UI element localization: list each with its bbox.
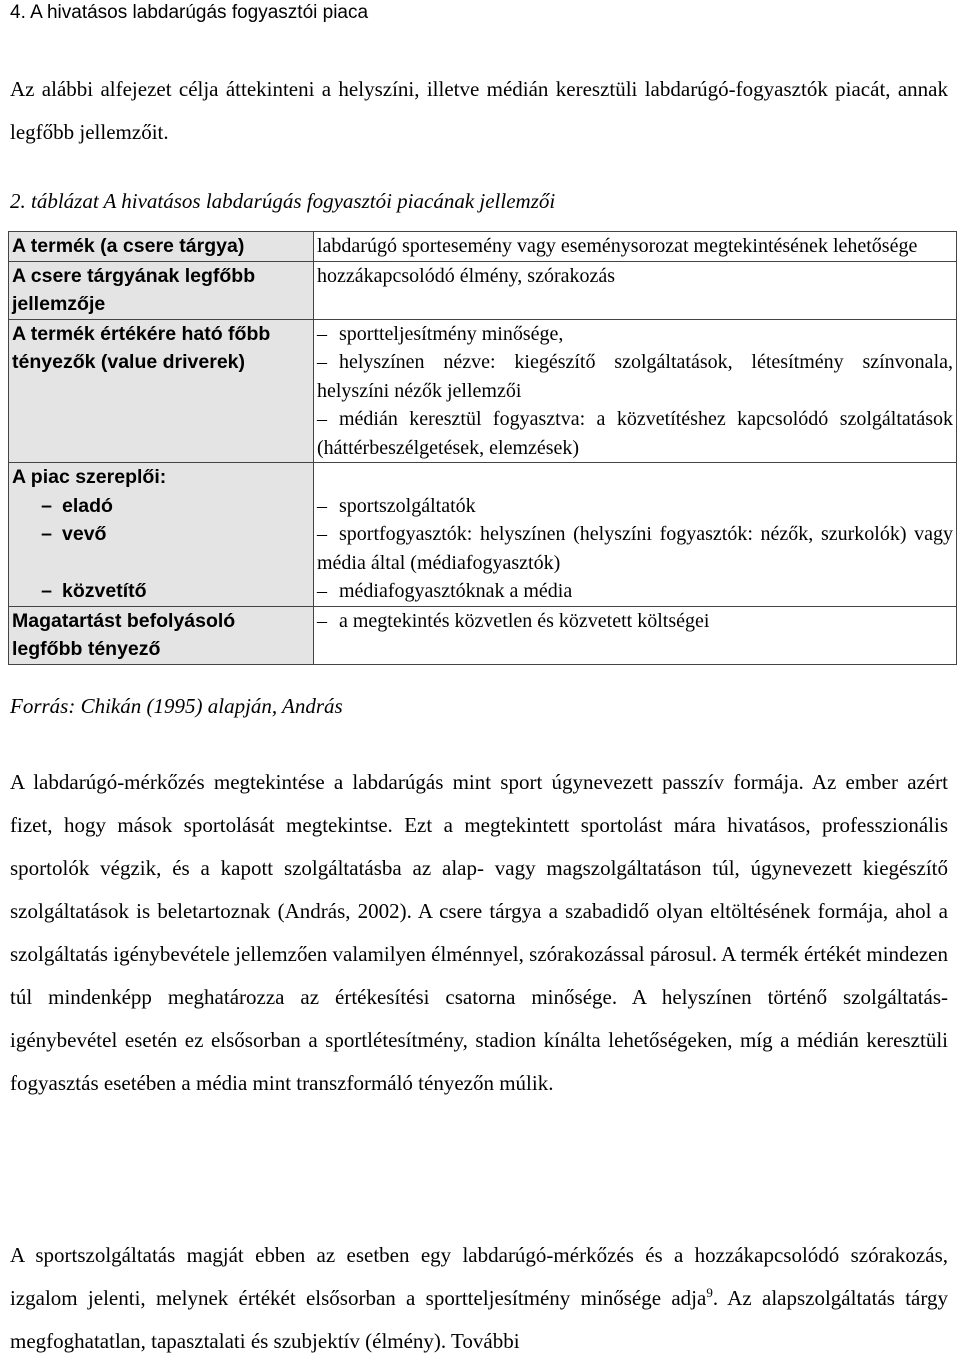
table-row — [9, 463, 957, 607]
row-label-value-drivers: A termék értékére ható főbb tényezők (value driverek) — [9, 319, 314, 463]
dash-mark: – — [317, 322, 327, 345]
row-label-exchange-feature: A csere tárgyának legfőbb jellemzője — [9, 261, 314, 319]
dash-mark: – — [317, 580, 327, 602]
table-caption: 2. táblázat A hivatásos labdarúgás fogyasztói piacának jellemzői — [10, 189, 556, 213]
row-value-market-actors — [314, 463, 957, 607]
row-value-value-drivers — [314, 319, 957, 463]
table-row — [9, 261, 957, 319]
body-paragraph: A labdarúgó-mérkőzés megtekintése a labdarúgás mint sport úgynevezett passzív formája. Az ember azért fizet, hogy mások sportolását megtekintse. Ezt a megtekintett sportolást mára hivatásos, professzionális sportolók végzik, és a kapott szolgáltatásba az alap- vagy magszolgáltatáson túl, úgynevezett kiegészítő szolgáltatások is beletartoznak (András, 2002). A csere tárgya a szabadidő olyan eltöltésének formája, ahol a szolgáltatás igénybevétele jellemzően valamilyen élménnyel, szórakozással párosul. A termék értékét mindezen túl mindenképp meghatározza az értékesítési csatorna minősége. A helyszínen történő szolgáltatás-igénybevétel esetén ez elsősorban a sportlétesítmény, stadion kínálta lehetőségeken, míg a médián keresztüli fogyasztás esetében a média mint transzformáló tényezőn múlik. — [10, 770, 948, 1095]
dash-mark: – — [317, 523, 327, 545]
role-seller: – eladó — [41, 494, 113, 517]
dash-mark: – — [317, 408, 327, 430]
role-intermediary: – közvetítő — [41, 580, 147, 602]
section-heading: 4. A hivatásos labdarúgás fogyasztói piaca — [10, 2, 369, 23]
role-buyer: – vevő — [41, 523, 107, 545]
list-item: – médiafogyasztóknak a média — [317, 577, 953, 606]
consumer-market-table — [8, 231, 957, 665]
row-label-behavior-factor: Magatartást befolyásoló legfőbb tényező — [9, 606, 314, 664]
body-paragraph: A sportszolgáltatás magját ebben az esetben egy labdarúgó-mérkőzés és a hozzákapcsolódó szórakozás, izgalom jelenti, melynek értékét elsősorban a sportteljesítmény minősége adja$^9$. Az alapszolgáltatás tárgy megfoghatatlan, tapasztalati és szubjektív (élmény). További — [10, 1243, 948, 1353]
dash-mark: – — [317, 351, 327, 373]
table-row — [9, 319, 957, 463]
row-value-behavior-factor: – a megtekintés közvetlen és közvetett költségei — [314, 606, 957, 664]
row-value-product: labdarúgó sportesemény vagy eseménysorozat megtekintésének lehetősége — [314, 232, 957, 262]
table-source: Forrás: Chikán (1995) alapján, András — [10, 694, 343, 718]
dash-mark: – — [317, 609, 327, 632]
row-label-market-actors: A piac szereplői: – eladó – vevő – közvetítő — [9, 463, 314, 607]
table-row — [9, 232, 957, 262]
list-item: – helyszínen nézve: kiegészítő szolgáltatások, létesítmény színvonala, helyszíni nézők jellemzői — [317, 348, 953, 405]
footnote-marker: 9 — [706, 1285, 713, 1300]
list-item: – sportteljesítmény minősége, — [317, 320, 953, 349]
intro-paragraph: Az alábbi alfejezet célja áttekinteni a helyszíni, illetve médián keresztüli labdarúgó-fogyasztók piacát, annak legfőbb jellemzőit. — [10, 77, 948, 144]
row-value-exchange-feature: hozzákapcsolódó élmény, szórakozás — [314, 261, 957, 319]
list-item: – médián keresztül fogyasztva: a közvetítéshez kapcsolódó szolgáltatások (háttérbeszélgetések, elemzések) — [317, 405, 953, 462]
list-item: – sportfogyasztók: helyszínen (helyszíni fogyasztók: nézők, szurkolók) vagy média által (médiafogyasztók) — [317, 520, 953, 577]
list-item: – sportszolgáltatók — [317, 492, 953, 521]
dash-mark: – — [317, 494, 327, 517]
table-row — [9, 606, 957, 664]
row-label-product: A termék (a csere tárgya) — [9, 232, 314, 262]
